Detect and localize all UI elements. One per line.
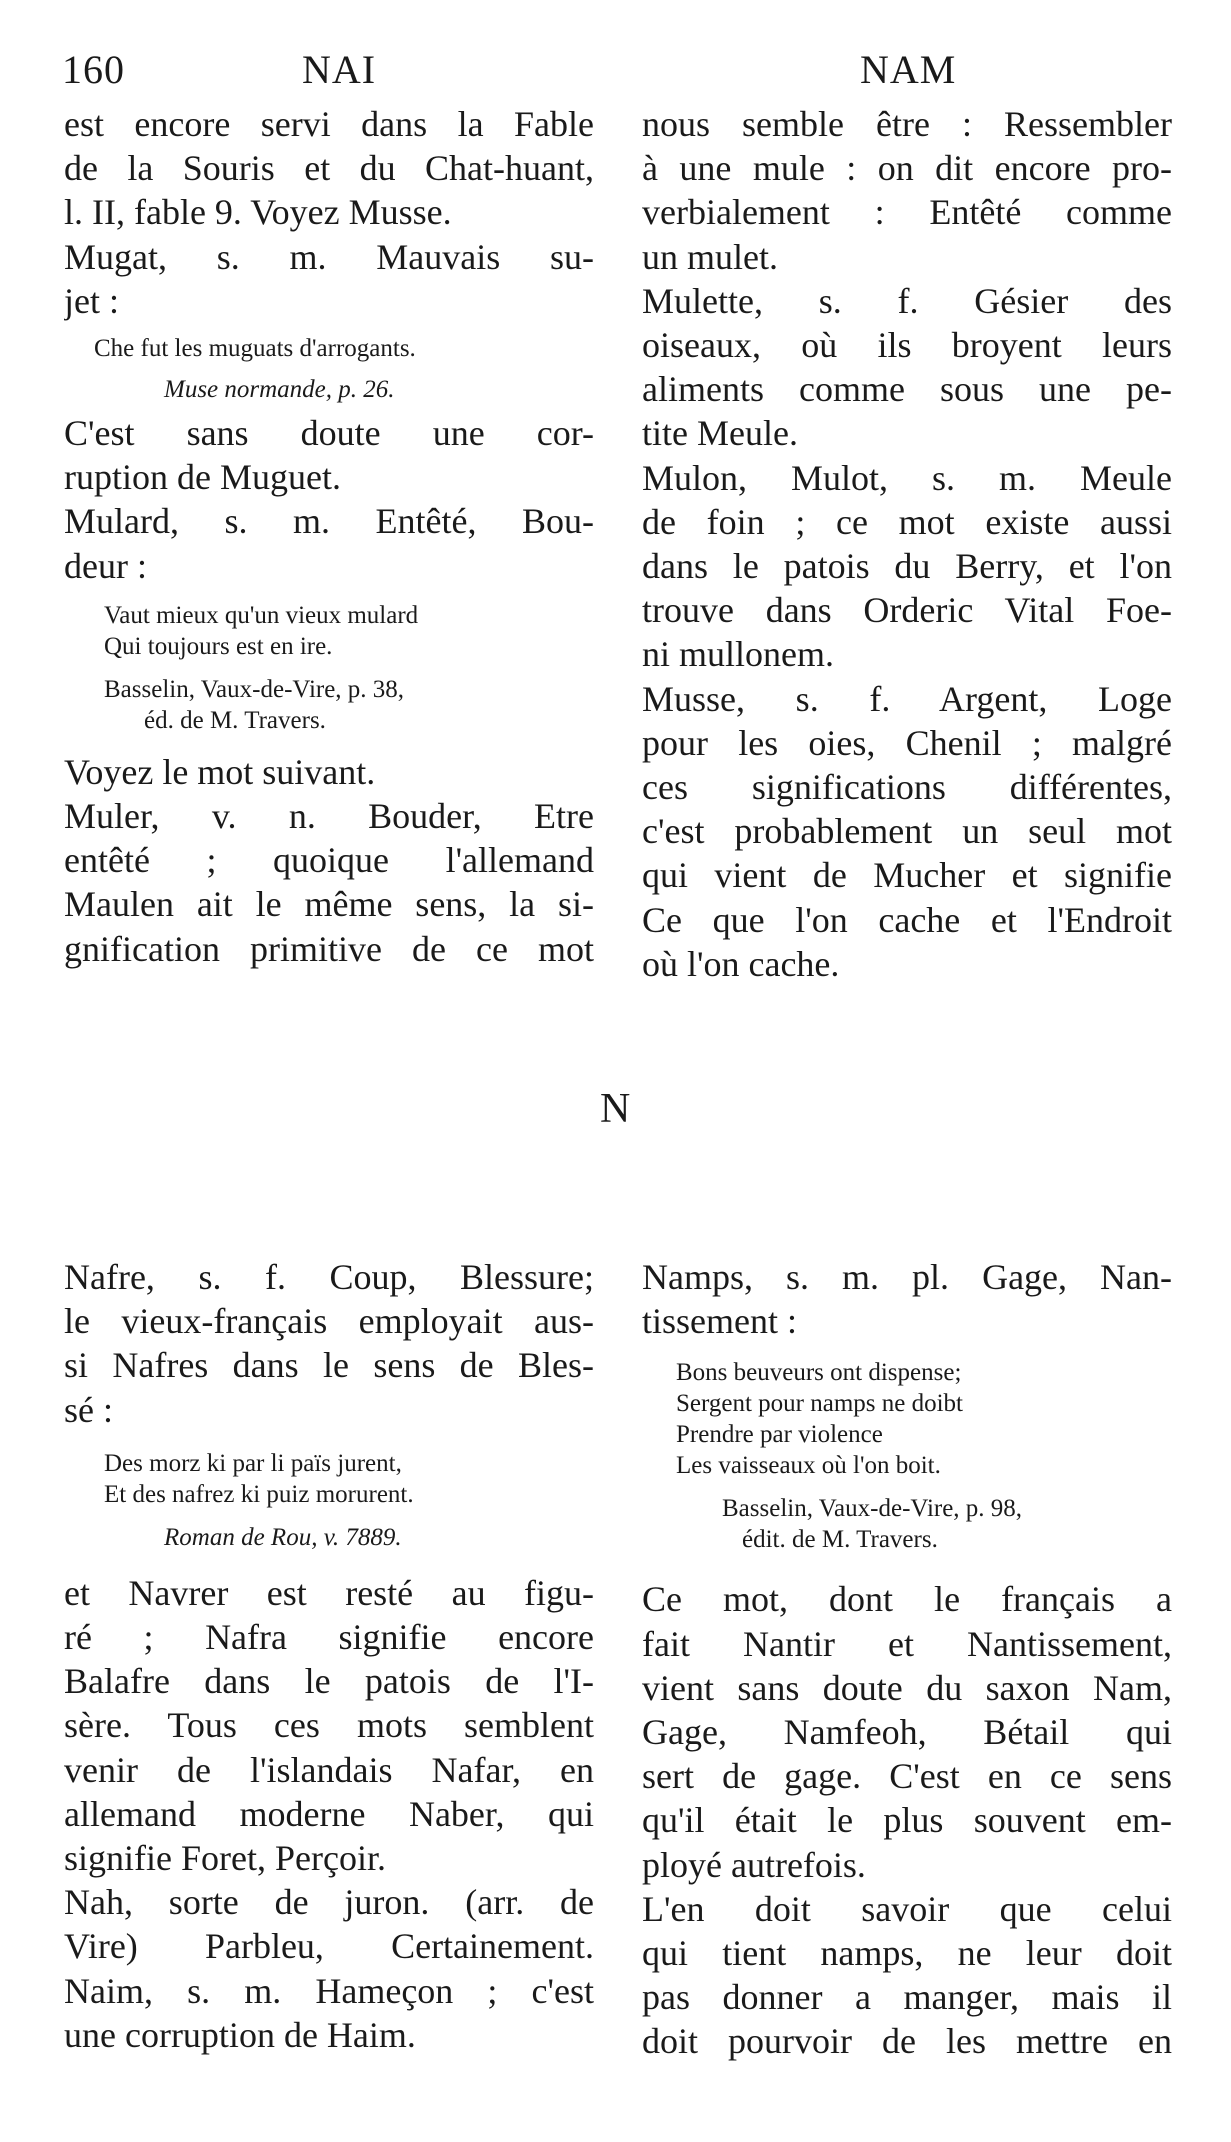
entry-mulard: Mulard, s. m. Entêté, Bou-: [64, 501, 594, 542]
entry-musse: Musse, s. f. Argent, Loge: [642, 678, 1172, 719]
quote-citation: Roman de Rou, v. 7889.: [164, 1523, 402, 1551]
column-left-top: [64, 102, 594, 971]
text-line: sert de gage. C'est en ce sens: [642, 1756, 1172, 1797]
page-number: 160: [62, 47, 125, 92]
quote-citation: éd. de M. Travers.: [144, 706, 326, 734]
text-line: vient sans doute du saxon Nam,: [642, 1667, 1172, 1708]
running-head-right: NAM: [860, 47, 957, 92]
quote-citation: Muse normande, p. 26.: [164, 376, 395, 404]
text-line: ni mullonem.: [642, 634, 834, 675]
text-line: Ce mot, dont le français a: [642, 1579, 1172, 1620]
text-line: jet :: [64, 280, 119, 321]
text-line: Vire) Parbleu, Certainement.: [64, 1926, 594, 1967]
text-line: gnification primitive de ce mot: [64, 928, 594, 969]
entry-muler: Muler, v. n. Bouder, Etre: [64, 796, 594, 837]
text-line: deur :: [64, 545, 147, 586]
text-line: où l'on cache.: [642, 943, 840, 984]
text-line: pour les oies, Chenil ; malgré: [642, 722, 1172, 763]
entry-nah: Nah, sorte de juron. (arr. de: [64, 1882, 594, 1923]
quote-line: Qui toujours est en ire.: [104, 632, 333, 660]
section-letter: N: [600, 1086, 631, 1132]
text-line: c'est probablement un seul mot: [642, 811, 1172, 852]
text-line: Maulen ait le même sens, la si-: [64, 884, 594, 925]
text-line: venir de l'islandais Nafar, en: [64, 1749, 594, 1790]
quote-line: Et des nafrez ki puiz morurent.: [104, 1480, 414, 1508]
text-line: verbialement : Entêté comme: [642, 192, 1172, 233]
quote-citation: Basselin, Vaux-de-Vire, p. 98,: [722, 1495, 1023, 1523]
text-line: fait Nantir et Nantissement,: [642, 1623, 1172, 1664]
text-line: le vieux-français employait aus-: [64, 1301, 594, 1342]
entry-nafre: Nafre, s. f. Coup, Blessure;: [64, 1257, 594, 1297]
entry-naim: Naim, s. m. Hameçon ; c'est: [64, 1970, 594, 2011]
text-line: aliments comme sous une pe-: [642, 369, 1172, 410]
text-line: et Navrer est resté au figu-: [64, 1572, 594, 1613]
text-line: une corruption de Haim.: [64, 2014, 416, 2055]
quote-line: Bons beuveurs ont dispense;: [676, 1359, 962, 1387]
text-line: si Nafres dans le sens de Bles-: [64, 1345, 594, 1386]
text-line: entêté ; quoique l'allemand: [64, 840, 594, 881]
entry-mulette: Mulette, s. f. Gésier des: [642, 280, 1172, 321]
quote-line: Prendre par violence: [676, 1421, 883, 1449]
quote-line: Les vaisseaux où l'on boit.: [676, 1452, 941, 1480]
text-line: Voyez le mot suivant.: [64, 751, 376, 792]
text-line: trouve dans Orderic Vital Foe-: [642, 590, 1172, 631]
text-line: oiseaux, où ils broyent leurs: [642, 325, 1172, 366]
quote-line: Des morz ki par li païs jurent,: [104, 1449, 402, 1477]
text-line: tissement :: [642, 1301, 797, 1342]
text-line: à une mule : on dit encore pro-: [642, 148, 1172, 189]
text-line: Ce que l'on cache et l'Endroit: [642, 899, 1172, 940]
running-head-left: NAI: [302, 47, 377, 92]
text-line: nous semble être : Ressembler: [642, 104, 1172, 144]
text-line: tite Meule.: [642, 413, 798, 454]
text-line: est encore servi dans la Fable: [64, 104, 594, 144]
text-line: qu'il était le plus souvent em-: [642, 1800, 1172, 1841]
text-line: dans le patois du Berry, et l'on: [642, 546, 1172, 587]
text-line: ré ; Nafra signifie encore: [64, 1617, 594, 1658]
text-line: pas donner a manger, mais il: [642, 1977, 1172, 2018]
column-right-top: [642, 102, 1172, 986]
entry-namps: Namps, s. m. pl. Gage, Nan-: [642, 1257, 1172, 1297]
entry-mugat: Mugat, s. m. Mauvais su-: [64, 236, 594, 277]
text-line: allemand moderne Naber, qui: [64, 1793, 594, 1834]
quote-line: Sergent pour namps ne doibt: [676, 1390, 963, 1418]
text-line: qui vient de Mucher et signifie: [642, 855, 1172, 896]
quote-citation: Basselin, Vaux-de-Vire, p. 38,: [104, 675, 405, 703]
text-line: sé :: [64, 1389, 113, 1430]
text-line: qui tient namps, ne leur doit: [642, 1933, 1172, 1974]
text-line: C'est sans doute une cor-: [64, 413, 594, 454]
text-line: ruption de Muguet.: [64, 457, 341, 498]
quote-line: Che fut les muguats d'arrogants.: [94, 335, 416, 363]
text-line: de foin ; ce mot existe aussi: [642, 501, 1172, 542]
text-line: ployé autrefois.: [642, 1844, 866, 1885]
text-line: L'en doit savoir que celui: [642, 1888, 1172, 1929]
text-line: signifie Foret, Perçoir.: [64, 1838, 386, 1879]
entry-mulon: Mulon, Mulot, s. m. Meule: [642, 457, 1172, 498]
text-line: un mulet.: [642, 236, 778, 277]
text-line: ces significations différentes,: [642, 767, 1172, 808]
text-line: doit pourvoir de les mettre en: [642, 2021, 1172, 2062]
quote-citation: édit. de M. Travers.: [742, 1526, 938, 1554]
text-line: l. II, fable 9. Voyez Musse.: [64, 192, 452, 233]
text-line: Balafre dans le patois de l'I-: [64, 1661, 594, 1702]
quote-line: Vaut mieux qu'un vieux mulard: [104, 601, 419, 629]
text-line: de la Souris et du Chat-huant,: [64, 148, 594, 189]
text-line: Gage, Namfeoh, Bétail qui: [642, 1712, 1172, 1753]
column-left-bottom: [64, 1255, 594, 2057]
column-right-bottom: [642, 1255, 1172, 2064]
text-line: sère. Tous ces mots semblent: [64, 1705, 594, 1746]
